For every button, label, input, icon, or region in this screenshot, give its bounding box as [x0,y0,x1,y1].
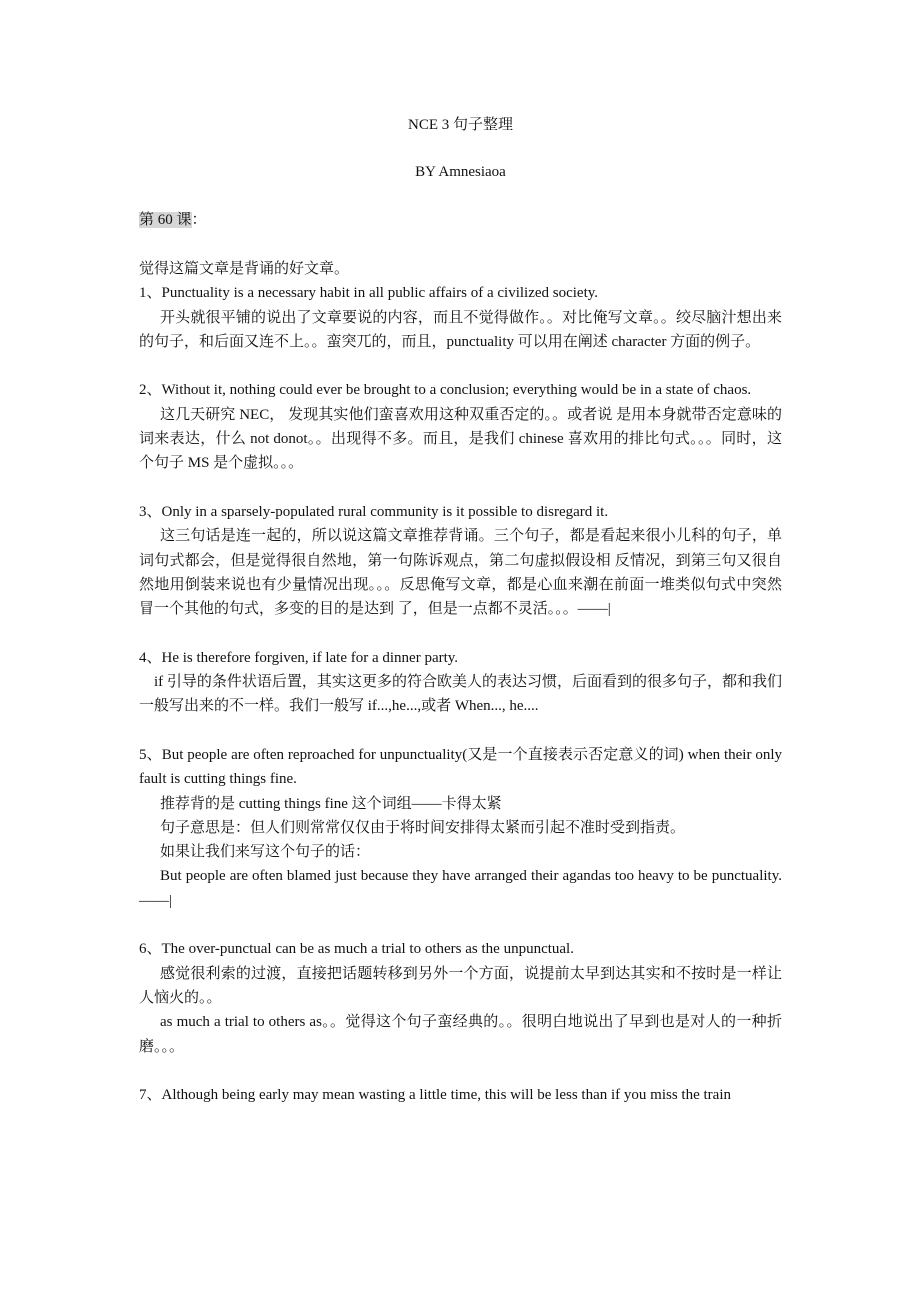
sentence-7: 7、Although being early may mean wasting a little time, this will be less than if you miss the train [139,1087,731,1104]
spacer [139,476,782,500]
spacer [139,719,782,743]
sentence-1: 1、Punctuality is a necessary habit in all public affairs of a civilized society. [139,285,599,302]
lesson-heading [139,208,207,232]
sentence-3: 3、Only in a sparsely-populated rural community is it possible to disregard it. [139,503,609,520]
note-6b: as much a trial to others as。。觉得这个句子蛮经典的。。很明白地说出了早到也是对人的一种折磨。。。 [139,1014,782,1055]
spacer [139,621,782,645]
document-title: NCE 3 句子整理 [407,117,513,133]
document-author: BY Amnesiaoa [415,164,506,180]
note-5b: 句子意思是：但人们则常常仅仅由于将时间安排得太紧而引起不准时受到指责。 [160,819,686,836]
spacer [139,354,782,378]
lesson-label: 第 60 课 [139,212,192,228]
sentence-5: 5、But people are often reproached for unpunctuality(又是一个直接表示否定意义的词) when their only fault is cutting things fine. [139,746,782,788]
note-5a: 推荐背的是 cutting things fine 这个词组——卡得太紧 [160,795,502,812]
sentence-6: 6、The over-punctual can be as much a trial to others as the unpunctual. [139,941,574,958]
sentence-2: 2、Without it, nothing could ever be brought to a conclusion; everything would be in a state of chaos. [139,382,752,399]
note-2: 这几天研究 NEC， 发现其实他们蛮喜欢用这种双重否定的。。或者说 是用本身就带否定意味的词来表达，什么 not donot。。出现得不多。而且，是我们 chinese 喜欢用的排比句式。。。同时，这个句子 MS 是个虚拟。。。 [139,406,782,472]
sentence-4: 4、He is therefore forgiven, if late for a dinner party. [139,649,459,666]
intro-paragraph: 觉得这篇文章是背诵的好文章。 [139,261,350,277]
document-body [139,257,782,1107]
note-4: if 引导的条件状语后置，其实这更多的符合欧美人的表达习惯，后面看到的很多句子，都和我们一般写出来的不一样。我们一般写 if...,he...,或者 When..., he.... [139,674,782,715]
note-5d: But people are often blamed just because they have arranged their agandas too heavy to be punctuality.——| [139,868,782,909]
note-5c: 如果让我们来写这个句子的话： [160,844,371,861]
spacer [139,913,782,937]
note-6a: 感觉很利索的过渡，直接把话题转移到另外一个方面，说提前太早到达其实和不按时是一样让人恼火的。。 [139,965,782,1006]
note-1: 开头就很平铺的说出了文章要说的内容，而且不觉得做作。。对比俺写文章。。绞尽脑汁想出来的句子，和后面又连不上。。蛮突兀的，而且，punctuality 可以用在阐述 character 方面的例子。 [139,309,782,350]
spacer [139,1059,782,1083]
note-3: 这三句话是连一起的，所以说这篇文章推荐背诵。三个句子，都是看起来很小儿科的句子，单词句式都会，但是觉得很自然地，第一句陈诉观点，第二句虚拟假设相 反情况，到第三句又很自然地用倒装来说也有少量情况出现。。。反思俺写文章，都是心血来潮在前面一堆类似句式中突然冒一个其他的句式，多变的目的是达到 了，但是一点都不灵活。。。——| [139,528,782,618]
lesson-colon: ： [191,212,207,228]
